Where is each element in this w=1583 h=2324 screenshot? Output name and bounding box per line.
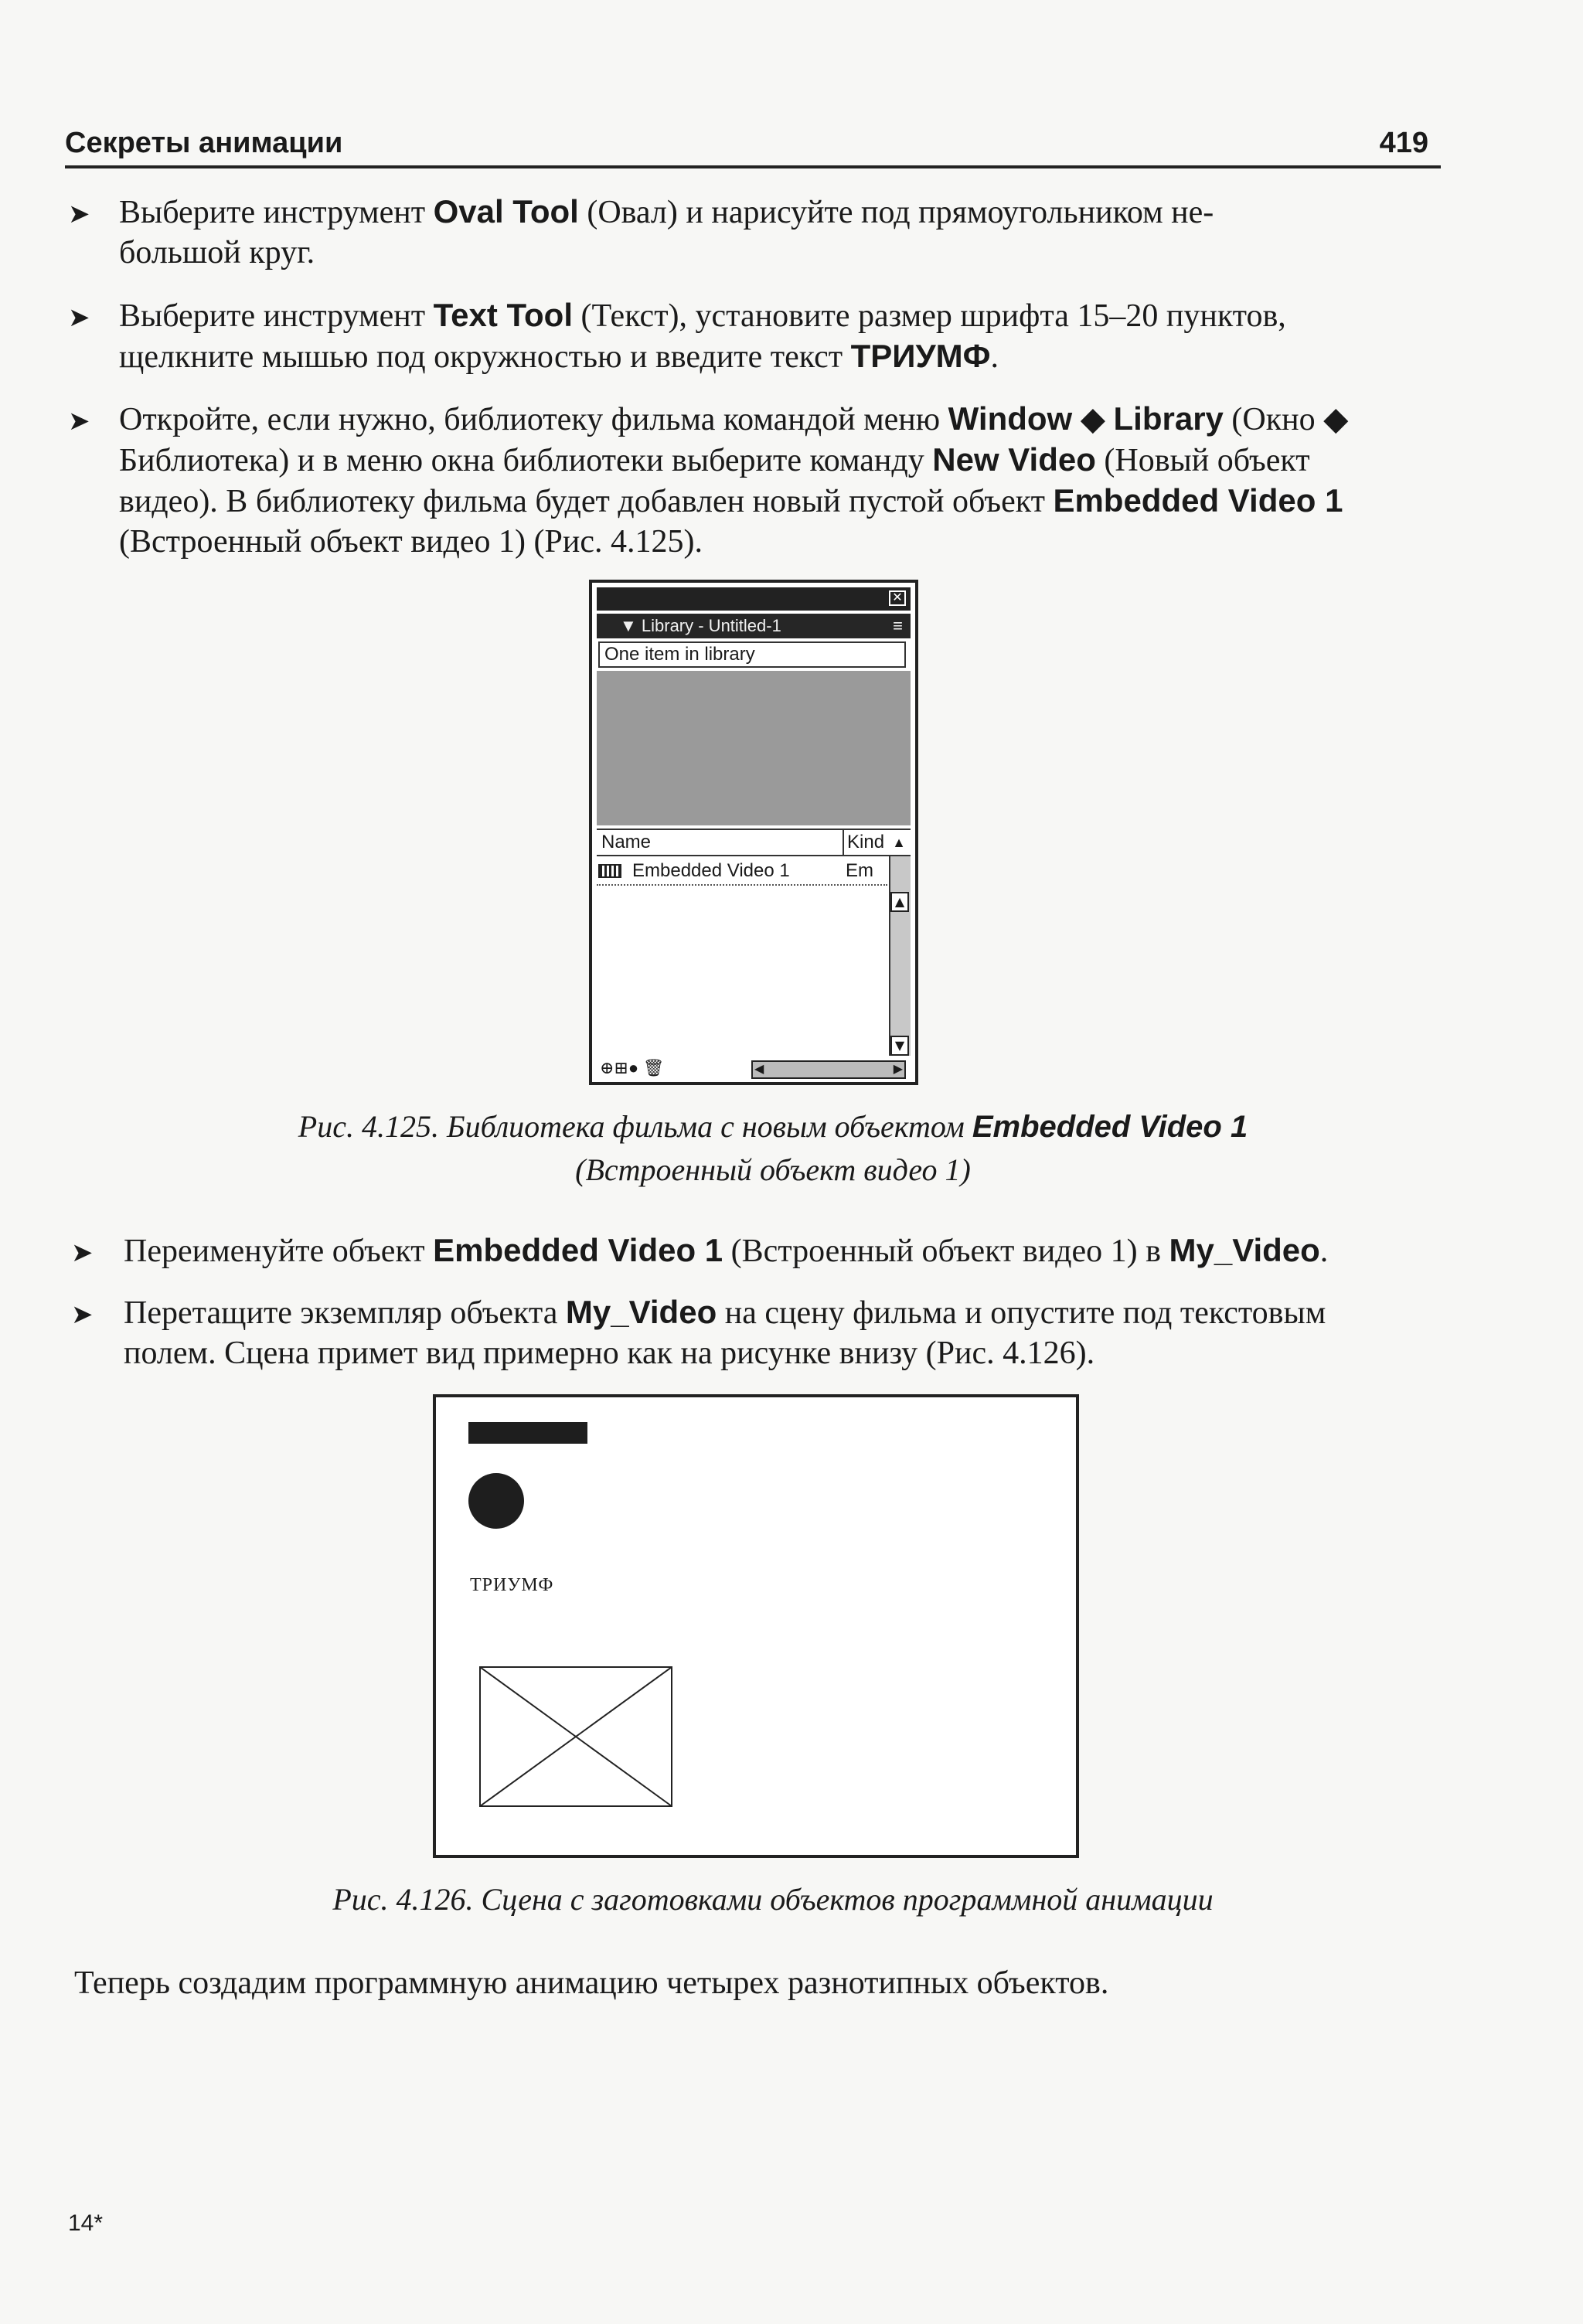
page-number: 419 [1379,127,1428,159]
term-library: Library [1113,400,1224,437]
figure-caption-4-126: Рис. 4.126. Сцена с заготовками объектов программной анимации [332,1882,1214,1917]
library-item-kind: Em [846,860,873,881]
running-header-title: Секреты анимации [65,127,343,159]
paragraph-rename: Переименуйте объект Embedded Video 1 (Встроенный объект видео 1) в My_Video. [124,1232,1329,1269]
vertical-scrollbar[interactable] [889,856,911,1056]
close-icon[interactable]: ✕ [889,590,906,606]
library-title: ▼ Library - Untitled-1 [620,616,781,635]
stage-video-placeholder[interactable] [479,1666,672,1807]
term-embedded-video: Embedded Video 1 [433,1232,723,1268]
library-toolbar-icons[interactable]: ⊕⊞● 🗑 [600,1058,665,1077]
library-column-header [597,829,911,856]
column-name-header[interactable]: Name [601,832,652,852]
column-kind-header[interactable]: Kind [843,830,884,855]
scroll-left-icon[interactable]: ◀ [754,1063,764,1076]
library-title-bar[interactable] [597,614,911,638]
preview-area [597,671,911,825]
library-item-count: One item in library [598,641,906,668]
options-menu-icon[interactable]: ≡ [893,616,903,635]
closing-paragraph: Теперь создадим программную анимацию четырех разнотипных объектов. [74,1965,1109,2001]
paragraph-oval-tool: Выберите инструмент Oval Tool (Овал) и нарисуйте под прямоугольником не- большой круг. [119,193,1214,271]
library-panel [589,580,918,1085]
scroll-up-button[interactable]: ▲ [890,892,909,912]
term-my-video: My_Video [1169,1232,1320,1268]
term-window: Window [948,400,1073,437]
figure-caption-4-125: Рис. 4.125. Библиотека фильма с новым объектом Embedded Video 1 (Встроенный объект видео 1) [298,1109,1248,1187]
caption-term: Embedded Video 1 [972,1110,1248,1144]
header-rule [65,165,1441,168]
scroll-right-icon[interactable]: ▶ [893,1063,903,1076]
sort-arrow-icon[interactable]: ▲ [892,835,906,850]
panel-top-bar [597,587,911,611]
paragraph-library: Откройте, если нужно, библиотеку фильма командой меню Window ◆ Library (Окно ◆ Библиотека) и в меню окна библиотеки выберите команду New Video (Новый объект видео). В библиотеку фильма будет добавлен новый пустой объект Embedded Video 1 (Встроенный объект видео 1) (Рис. 4.125). [119,400,1349,560]
bullet-marker: ➤ [68,407,90,436]
term-triumph: ТРИУМФ [850,338,991,374]
stage-canvas [433,1394,1079,1858]
video-icon [598,864,621,878]
scroll-down-button[interactable]: ▼ [890,1036,909,1056]
term-new-video: New Video [932,441,1096,478]
bullet-marker: ➤ [71,1301,94,1329]
bullet-marker: ➤ [68,200,90,229]
library-item-name: Embedded Video 1 [632,860,790,881]
bullet-marker: ➤ [71,1239,94,1267]
paragraph-text-tool: Выберите инструмент Text Tool (Текст), установите размер шрифта 15–20 пунктов, щелкните мышью под окружностью и введите текст ТРИУМФ. [119,297,1286,375]
library-bottom-toolbar [597,1056,911,1080]
term-my-video: My_Video [565,1294,717,1330]
stage-circle[interactable] [468,1473,524,1529]
library-item-row[interactable] [597,858,887,886]
stage-text-field[interactable]: ТРИУМФ [470,1575,554,1595]
term-embedded-video: Embedded Video 1 [1053,482,1343,519]
term-oval-tool: Oval Tool [433,193,579,230]
paragraph-drag: Перетащите экземпляр объекта My_Video на сцену фильма и опустите под текстовым полем. Сцена примет вид примерно как на рисунке внизу (Рис. 4.126). [124,1294,1326,1371]
term-text-tool: Text Tool [433,297,574,333]
signature-mark: 14* [68,2210,104,2236]
stage-rectangle[interactable] [468,1422,587,1444]
horizontal-scrollbar[interactable] [751,1060,906,1079]
bullet-marker: ➤ [68,304,90,332]
